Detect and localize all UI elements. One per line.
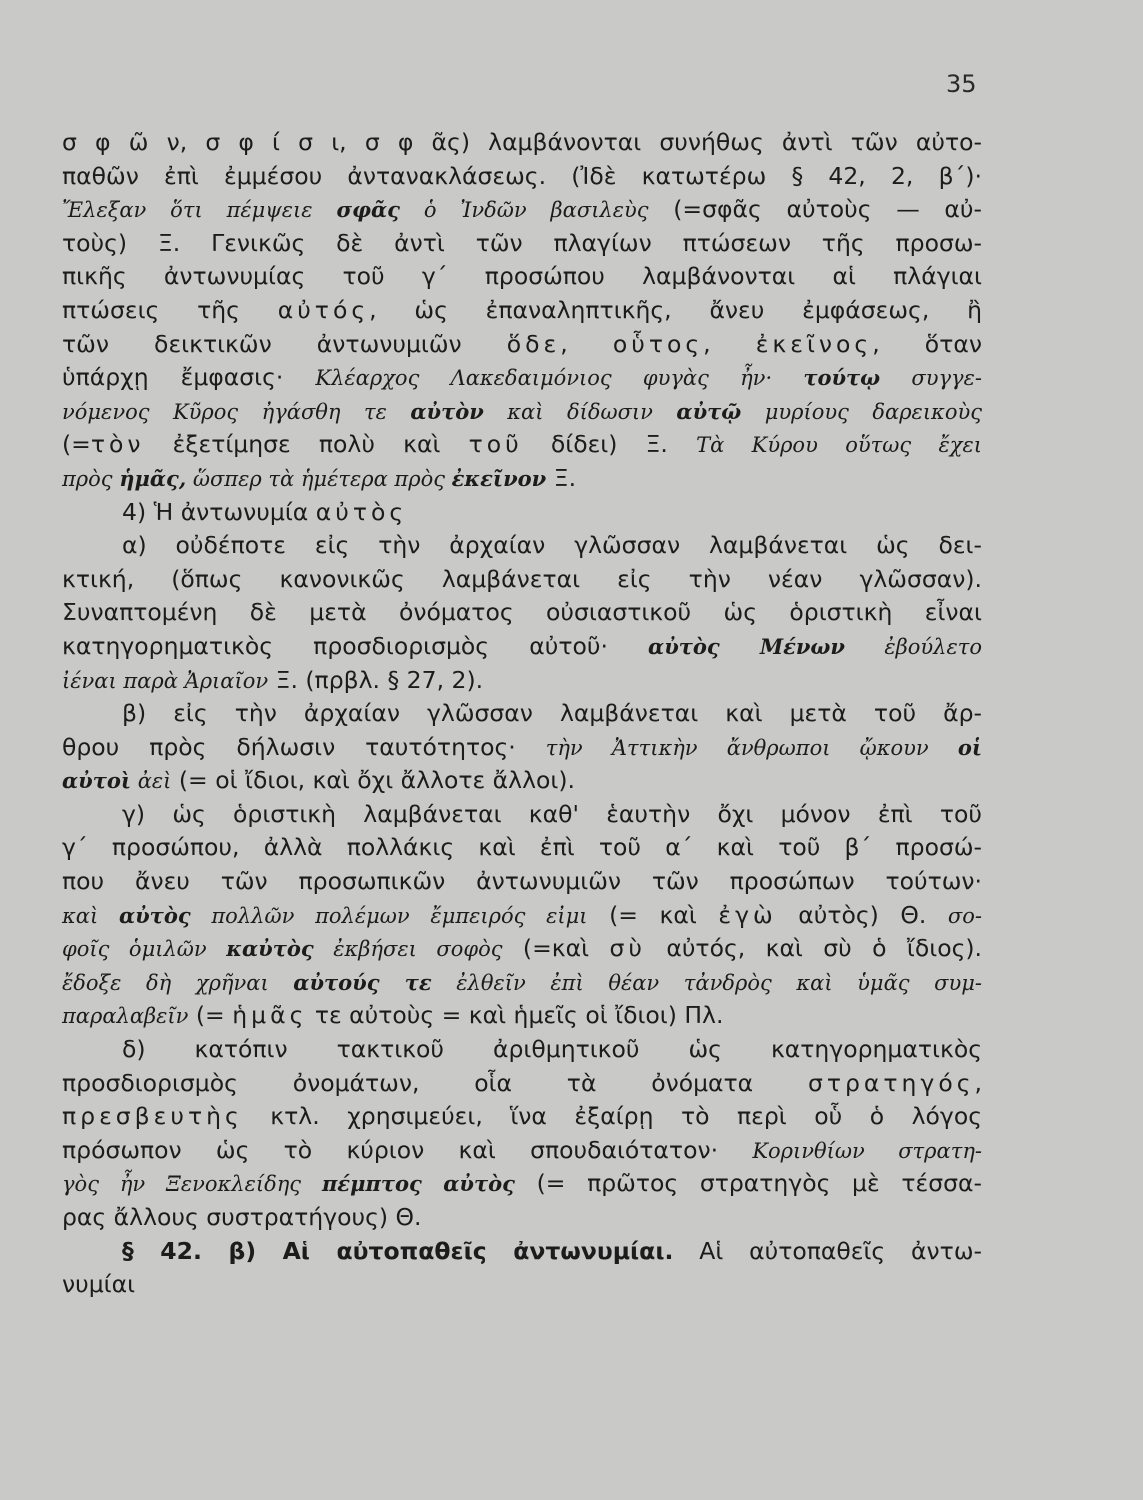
- text-segment: τούτῳ: [803, 365, 881, 391]
- text-segment: Συναπτομένη δὲ μετὰ ὀνόματος οὐσιαστικοῦ ὡς ὁριστικὴ εἶναι: [62, 598, 982, 627]
- text-line: [62, 1235, 982, 1269]
- text-segment: (=: [62, 430, 91, 459]
- text-segment: ἐγὼ: [718, 900, 777, 929]
- text-segment: τοὺς) Ξ. Γενικῶς δὲ ἀντὶ τῶν πλαγίων πτώσεων τῆς προσω-: [62, 228, 982, 257]
- text-segment: (=καὶ: [502, 934, 610, 963]
- text-segment: ἐβούλετο: [845, 634, 982, 659]
- text-line: [62, 395, 982, 429]
- text-segment: Ξ. (πρβλ. § 27, 2).: [268, 665, 484, 694]
- text-segment: ἐλθεῖν ἐπὶ θέαν τἀνδρὸς καὶ ὑμᾶς συμ-: [431, 970, 982, 995]
- text-line: [62, 193, 982, 227]
- text-segment: γὸς ἦν Ξενοκλείδης: [62, 1172, 322, 1197]
- text-segment: δ) κατόπιν τακτικοῦ ἀριθμητικοῦ ὡς κατηγορηματικὸς: [122, 1035, 982, 1064]
- text-segment: αὐτὸν: [410, 398, 484, 424]
- text-segment: Ἔλεξαν ὅτι πέμψειε: [62, 198, 337, 223]
- text-segment: ὁ Ἰνδῶν βασιλεὺς: [399, 198, 649, 223]
- text-segment: φοῖς ὁμιλῶν: [62, 937, 227, 962]
- text-segment: Ξ.: [546, 463, 577, 492]
- text-segment: τοῦ: [468, 430, 523, 459]
- text-segment: που ἄνευ τῶν προσωπικῶν ἀντωνυμιῶν τῶν προσώπων τούτων·: [62, 867, 982, 896]
- text-segment: ἰέναι παρὰ Ἀριαῖον: [62, 668, 269, 693]
- text-segment: δίδει) Ξ.: [522, 430, 697, 459]
- text-line: [62, 1067, 982, 1101]
- text-segment: Κλέαρχος Λακεδαιμόνιος φυγὰς ἦν·: [315, 366, 804, 391]
- text-segment: παθῶν ἐπὶ ἐμμέσου ἀντανακλάσεως. (Ἰδὲ κατωτέρω § 42, 2, β΄)·: [62, 161, 982, 190]
- text-line: [62, 1134, 982, 1168]
- text-segment: ,: [560, 329, 613, 358]
- text-segment: (=σφᾶς αὐτοὺς — αὐ-: [648, 195, 982, 224]
- text-line: [62, 731, 982, 765]
- page-number: 35: [946, 70, 977, 98]
- text-segment: προσδιορισμὸς ὀνομάτων, οἷα τὰ ὀνόματα: [62, 1068, 808, 1097]
- text-line: [62, 1033, 982, 1067]
- text-segment: πολλῶν πολέμων ἔμπειρός εἰμι: [190, 903, 588, 928]
- text-segment: πέμπτος αὐτὸς: [321, 1171, 515, 1197]
- text-segment: , ὅταν: [872, 329, 982, 358]
- text-segment: ἐκβήσει σοφὸς: [313, 937, 503, 962]
- text-segment: γ) ὡς ὁριστικὴ λαμβάνεται καθ' ἑαυτὴν ὄχι μόνον ἐπὶ τοῦ: [122, 799, 982, 828]
- text-segment: συγγε-: [880, 366, 982, 391]
- text-segment: κατηγορηματικὸς προσδιορισμὸς αὐτοῦ·: [62, 631, 649, 660]
- text-segment: α) οὐδέποτε εἰς τὴν ἀρχαίαν γλῶσσαν λαμβάνεται ὡς δει-: [122, 531, 982, 560]
- text-segment: β) εἰς τὴν ἀρχαίαν γλῶσσαν λαμβάνεται καὶ μετὰ τοῦ ἄρ-: [122, 699, 982, 728]
- text-line: [62, 496, 982, 530]
- text-line: [62, 764, 982, 798]
- text-segment: ἡμᾶς: [232, 1001, 308, 1030]
- text-segment: ,: [974, 1068, 982, 1097]
- text-segment: Κορινθίων στρατη-: [752, 1138, 982, 1163]
- text-segment: αὐτούς τε: [293, 969, 432, 995]
- text-segment: νόμενος Κῦρος ἠγάσθη τε: [62, 399, 411, 424]
- text-segment: αὐτός: [277, 295, 370, 324]
- text-segment: πικῆς ἀντωνυμίας τοῦ γ΄ προσώπου λαμβάνονται αἱ πλάγιαι: [62, 262, 982, 291]
- text-segment: σὺ: [609, 934, 646, 963]
- text-segment: ρας ἄλλους συστρατήγους) Θ.: [62, 1203, 422, 1231]
- text-segment: αὐτὸς: [118, 902, 191, 928]
- text-line: [62, 966, 982, 1000]
- text-segment: οὗτος: [612, 329, 704, 358]
- text-line: [62, 664, 982, 698]
- text-segment: στρατηγός: [807, 1068, 975, 1097]
- text-segment: Αἱ αὐτοπαθεῖς ἀντωνυμίαι.: [282, 1236, 674, 1265]
- text-segment: ἀεὶ: [131, 769, 172, 794]
- text-segment: πτώσεις τῆς: [62, 295, 278, 324]
- text-segment: ἐκεῖνος: [755, 329, 873, 358]
- text-segment: ἐκεῖνον: [451, 465, 547, 491]
- page-body: [62, 126, 982, 1302]
- text-segment: κτλ. χρησιμεύει, ἵνα ἐξαίρῃ τὸ περὶ οὗ ὁ λόγος: [242, 1102, 982, 1131]
- text-segment: τε αὐτοὺς = καὶ ἡμεῖς οἱ ἴδιοι) Πλ.: [307, 1001, 724, 1030]
- text-segment: Αἱ αὐτοπαθεῖς ἀντω-: [673, 1236, 982, 1265]
- text-segment: (= οἱ ἴδιοι, καὶ ὄχι ἄλλοτε ἄλλοι).: [171, 766, 575, 795]
- text-line: [62, 260, 982, 294]
- text-segment: σο-: [947, 903, 982, 928]
- text-line: [62, 1100, 982, 1134]
- text-segment: νυμίαι: [62, 1270, 136, 1299]
- text-line: [62, 328, 982, 362]
- text-segment: (= πρῶτος στρατηγὸς μὲ τέσσα-: [514, 1169, 982, 1198]
- text-segment: κτική, (ὅπως κανονικῶς λαμβάνεται εἰς τὴν νέαν γλῶσσαν).: [62, 564, 982, 593]
- text-line: [62, 126, 982, 160]
- text-segment: Τὰ Κύρου οὕτως ἔχει: [696, 433, 982, 458]
- text-segment: (= καὶ: [587, 900, 719, 929]
- text-segment: Μένων: [759, 633, 845, 659]
- text-segment: αὐτὸς: [648, 633, 720, 659]
- text-line: [62, 227, 982, 261]
- text-segment: πρόσωπον ὡς τὸ κύριον καὶ σπουδαιότατον·: [62, 1135, 753, 1164]
- text-line: [62, 596, 982, 630]
- text-segment: ,: [703, 329, 756, 358]
- text-line: [62, 1167, 982, 1201]
- text-segment: ὅδε: [506, 329, 561, 358]
- text-segment: ἐξετίμησε πολὺ καὶ: [144, 430, 469, 459]
- text-segment: καὶ: [62, 903, 119, 928]
- text-line: [62, 865, 982, 899]
- text-segment: § 42. β): [122, 1236, 283, 1265]
- text-segment: οἱ: [957, 734, 982, 760]
- text-segment: γ΄ προσώπου, ἀλλὰ πολλάκις καὶ ἐπὶ τοῦ α΄ καὶ τοῦ β΄ προσώ-: [62, 833, 982, 862]
- text-line: [62, 428, 982, 462]
- text-segment: τὴν Ἀττικὴν ἄνθρωποι ᾤκουν: [545, 735, 958, 760]
- text-segment: αὐτῷ: [676, 398, 742, 424]
- text-segment: ὑπάρχῃ ἔμφασις·: [62, 363, 316, 392]
- text-line: [62, 831, 982, 865]
- text-line: [62, 999, 982, 1033]
- text-segment: , ὡς ἐπαναληπτικῆς, ἄνευ ἐμφάσεως, ἢ: [369, 295, 982, 324]
- text-line: [62, 697, 982, 731]
- text-segment: αὐτός, καὶ σὺ ὁ ἴδιος).: [645, 934, 982, 963]
- text-segment: αὐτὸς: [315, 497, 408, 526]
- text-segment: παραλαβεῖν: [62, 1004, 189, 1029]
- text-line: [62, 160, 982, 194]
- text-line: [62, 630, 982, 664]
- text-line: [62, 798, 982, 832]
- text-line: [62, 563, 982, 597]
- text-segment: θρου πρὸς δήλωσιν ταυτότητος·: [62, 732, 546, 761]
- text-line: [62, 1201, 982, 1235]
- text-line: [62, 529, 982, 563]
- text-segment: καὐτὸς: [226, 936, 314, 962]
- text-segment: αὐτοὶ: [62, 768, 132, 794]
- text-segment: πρεσβευτὴς: [62, 1102, 243, 1131]
- text-segment: καὶ δίδωσιν: [483, 399, 677, 424]
- text-line: [62, 932, 982, 966]
- text-segment: τὸν: [90, 430, 145, 459]
- text-segment: ἡμᾶς,: [119, 465, 187, 491]
- text-segment: σφᾶς: [336, 197, 400, 223]
- text-line: [62, 1268, 982, 1302]
- text-segment: σ φ ῶ ν, σ φ ί σ ι, σ φ ᾶς) λαμβάνονται συνήθως ἀντὶ τῶν αὐτο-: [62, 128, 982, 156]
- text-line: [62, 899, 982, 933]
- text-segment: 4) Ἡ ἀντωνυμία: [122, 497, 316, 526]
- text-segment: μυρίους δαρεικοὺς: [741, 399, 982, 424]
- text-line: [62, 462, 982, 496]
- text-segment: (=: [188, 1001, 233, 1030]
- text-segment: [720, 632, 760, 660]
- text-line: [62, 294, 982, 328]
- text-segment: αὐτὸς) Θ.: [776, 900, 948, 929]
- text-segment: ἔδοξε δὴ χρῆναι: [62, 970, 294, 995]
- text-line: [62, 361, 982, 395]
- text-segment: τῶν δεικτικῶν ἀντωνυμιῶν: [62, 329, 507, 358]
- text-segment: πρὸς: [62, 466, 120, 491]
- text-segment: ὥσπερ τὰ ἡμέτερα πρὸς: [186, 466, 452, 491]
